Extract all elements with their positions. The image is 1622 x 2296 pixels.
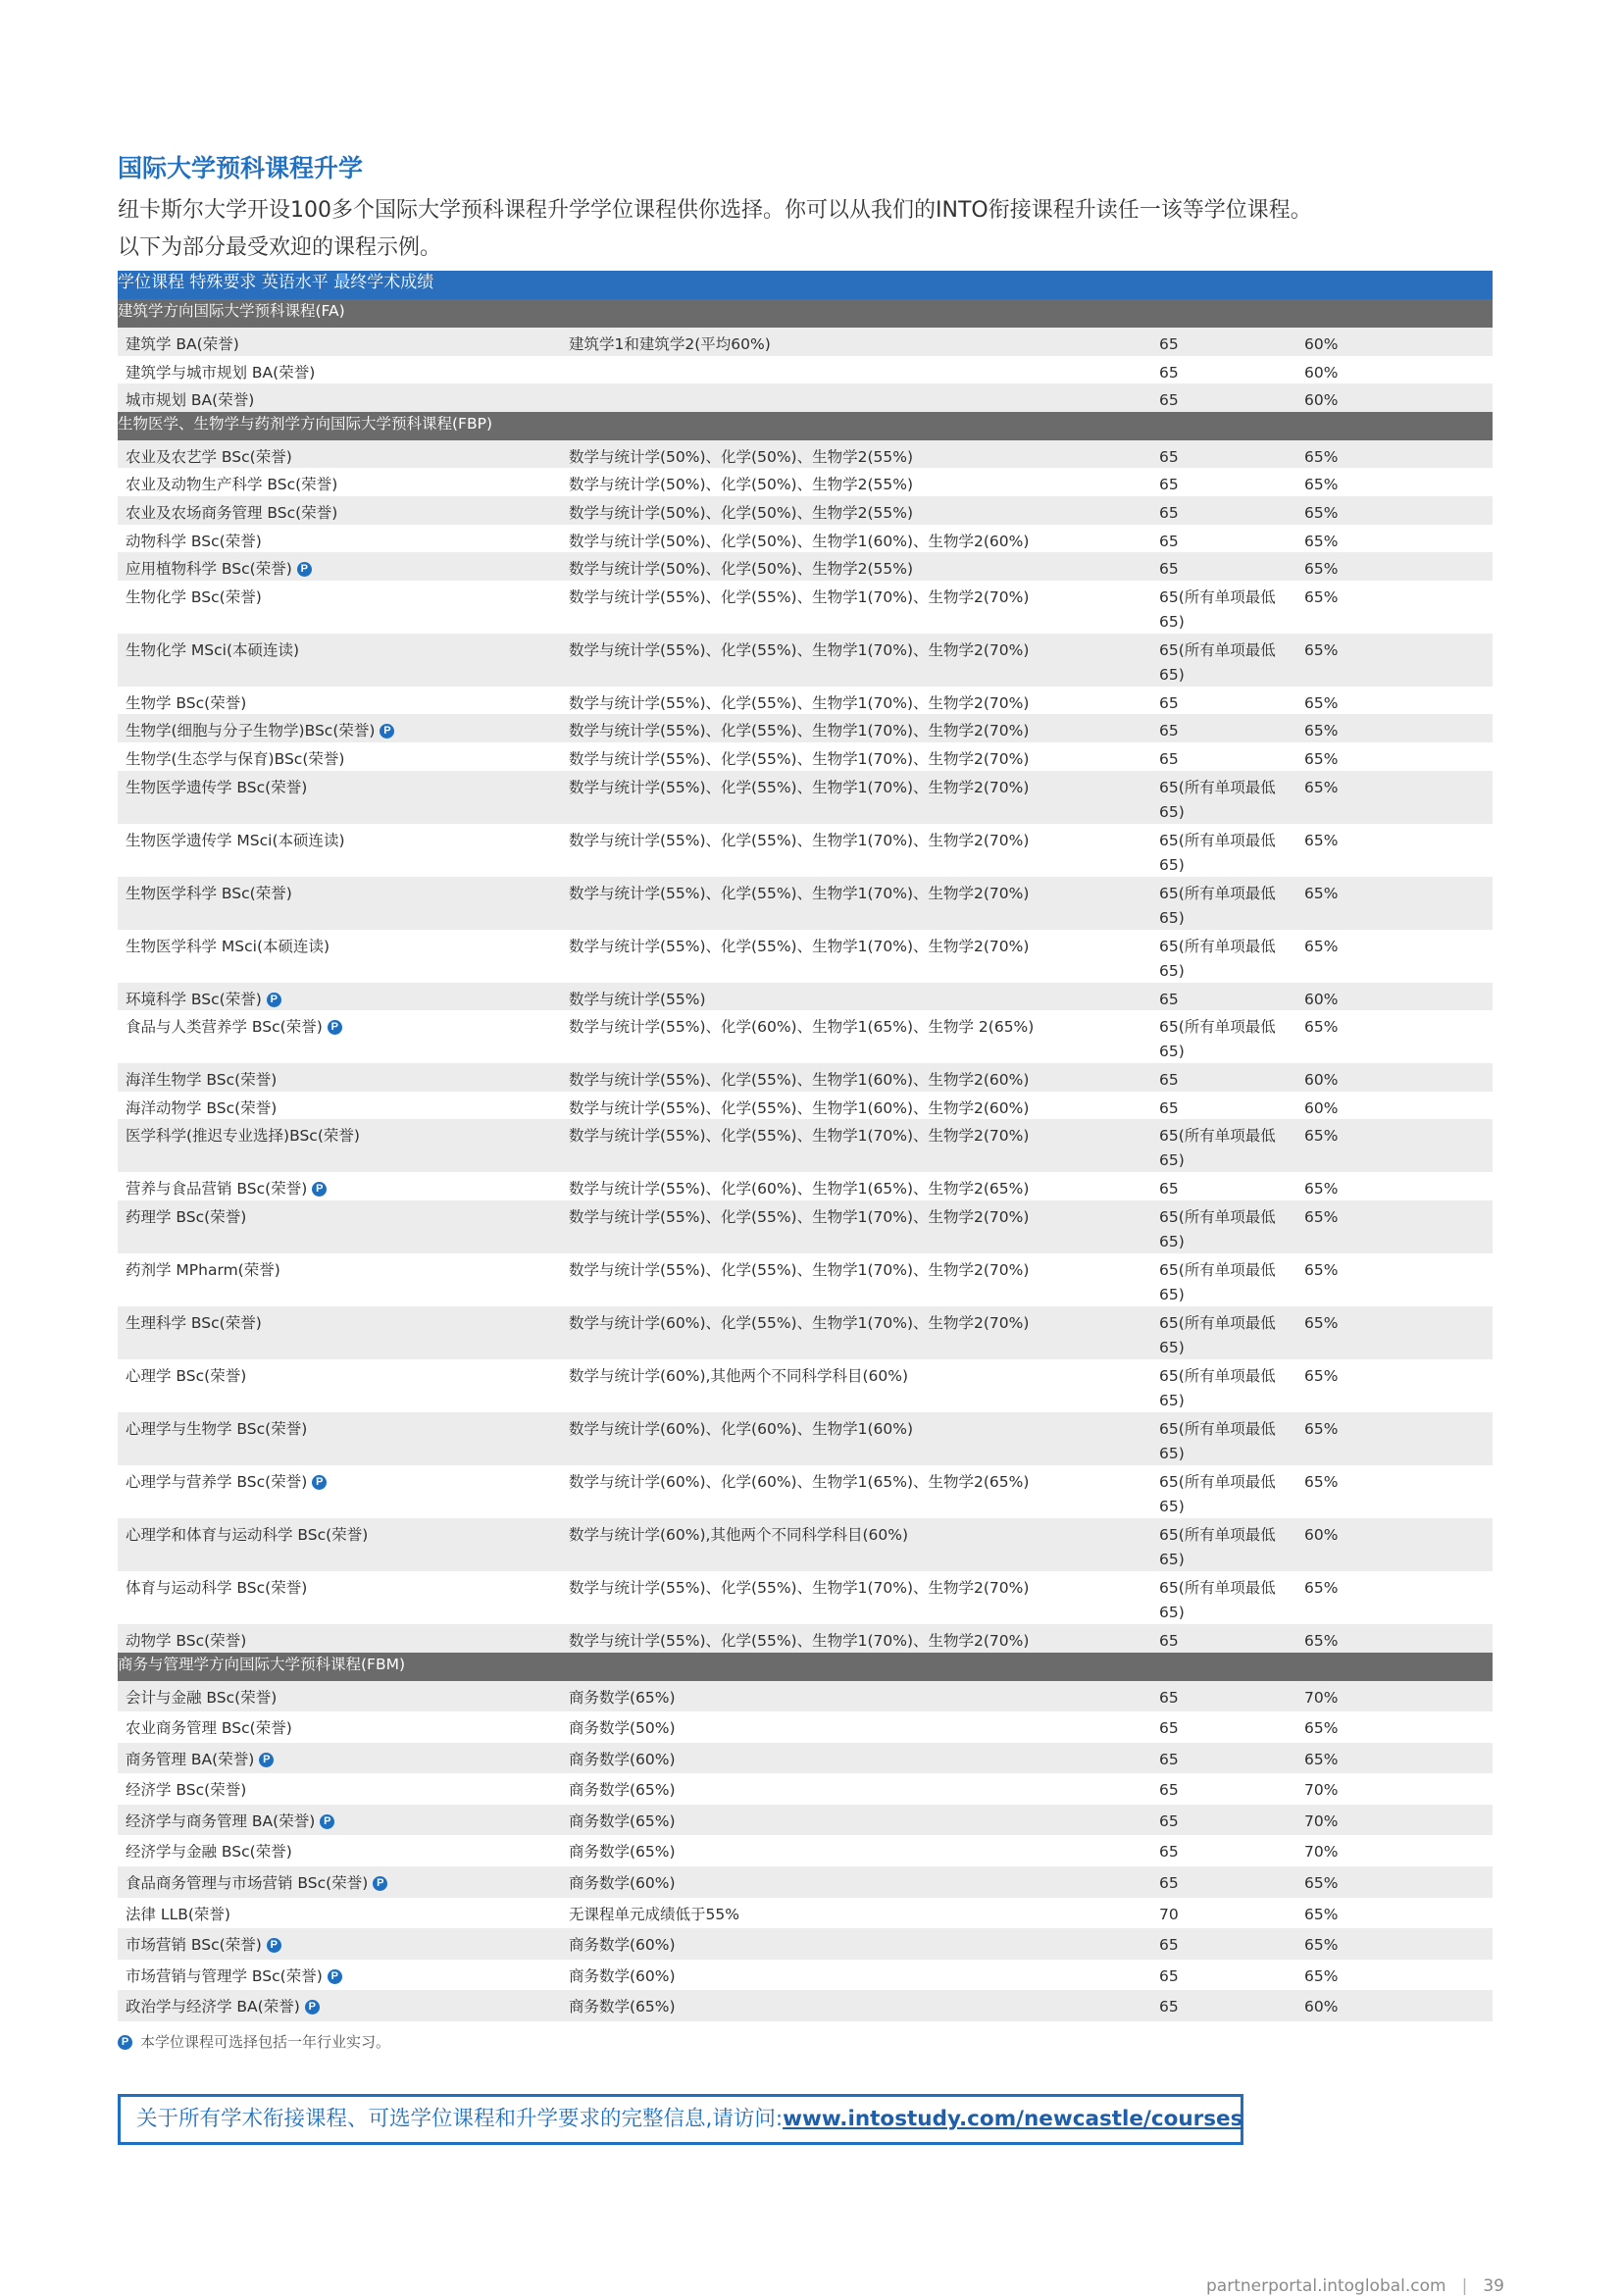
- table-row: [118, 1571, 1493, 1624]
- placement-icon: P: [312, 1475, 327, 1490]
- final-grade-cell: 65%: [1304, 884, 1339, 902]
- final-grade-cell: 65%: [1304, 1313, 1339, 1332]
- degree-cell: [126, 1470, 557, 1495]
- final-grade-cell: 70%: [1304, 1688, 1339, 1707]
- english-level-cell: 65: [1159, 1071, 1179, 1090]
- degree-cell: [126, 1933, 557, 1958]
- table-row: [118, 1063, 1493, 1092]
- degree-name: 建筑学与城市规划 BA(荣誉): [126, 363, 316, 382]
- english-level-cell: 65: [1159, 693, 1179, 712]
- final-grade-cell: 65%: [1304, 1207, 1339, 1226]
- requirements-cell: 商务数学(60%): [569, 1936, 676, 1955]
- requirements-cell: 数学与统计学(55%)、化学(55%)、生物学1(70%)、生物学2(70%): [569, 1631, 1030, 1650]
- english-level-cell: 65: [1159, 503, 1179, 522]
- english-level-cell: 65: [1159, 476, 1179, 494]
- english-level-cell: 65(所有单项最低65): [1159, 1419, 1276, 1462]
- degree-name: 农业商务管理 BSc(荣誉): [126, 1719, 292, 1738]
- header-english: 英语水平: [261, 273, 329, 292]
- degree-cell: [126, 501, 557, 526]
- requirements-cell: 数学与统计学(55%)、化学(55%)、生物学1(70%)、生物学2(70%): [569, 937, 1030, 955]
- requirements-cell: 数学与统计学(55%)、化学(60%)、生物学1(65%)、生物学2(65%): [569, 1180, 1030, 1199]
- table-row: [118, 328, 1493, 356]
- final-grade-cell: 60%: [1304, 1098, 1339, 1117]
- table-row: [118, 1990, 1493, 2021]
- english-level-cell: 65: [1159, 1781, 1179, 1800]
- requirements-cell: 数学与统计学(55%)、化学(55%)、生物学1(70%)、生物学2(70%): [569, 1127, 1030, 1146]
- degree-name: 法律 LLB(荣誉): [126, 1905, 230, 1923]
- requirements-cell: 商务数学(60%): [569, 1874, 676, 1893]
- table-row: [118, 1898, 1493, 1929]
- requirements-cell: 数学与统计学(55%)、化学(55%)、生物学1(70%)、生物学2(70%): [569, 640, 1030, 659]
- requirements-cell: 数学与统计学(50%)、化学(50%)、生物学2(55%): [569, 447, 913, 466]
- course-table: [118, 271, 1493, 2021]
- english-level-cell: 65(所有单项最低65): [1159, 831, 1276, 874]
- placement-icon: P: [267, 993, 281, 1007]
- table-row: [118, 1835, 1493, 1866]
- table-row: [118, 1681, 1493, 1712]
- english-level-cell: 65(所有单项最低65): [1159, 1366, 1276, 1409]
- final-grade-cell: 60%: [1304, 1998, 1339, 2016]
- final-grade-cell: 65%: [1304, 1578, 1339, 1597]
- requirements-cell: 数学与统计学(55%)、化学(55%)、生物学1(60%)、生物学2(60%): [569, 1098, 1030, 1117]
- final-grade-cell: 65%: [1304, 693, 1339, 712]
- requirements-cell: 商务数学(60%): [569, 1750, 676, 1768]
- english-level-cell: 65(所有单项最低65): [1159, 587, 1276, 631]
- degree-cell: [126, 361, 557, 385]
- requirements-cell: 商务数学(60%): [569, 1966, 676, 1985]
- degree-cell: [126, 1995, 557, 2019]
- degree-name: 环境科学 BSc(荣誉): [126, 990, 262, 1008]
- degree-cell: [126, 829, 557, 853]
- english-level-cell: 65: [1159, 1631, 1179, 1650]
- requirements-cell: 数学与统计学(60%)、化学(60%)、生物学1(60%): [569, 1419, 913, 1438]
- table-row: [118, 771, 1493, 824]
- placement-icon: P: [312, 1182, 327, 1197]
- table-row: [118, 1119, 1493, 1172]
- degree-cell: [126, 1097, 557, 1121]
- english-level-cell: 65(所有单项最低65): [1159, 1525, 1276, 1568]
- english-level-cell: 65: [1159, 1843, 1179, 1862]
- final-grade-cell: 65%: [1304, 1127, 1339, 1146]
- english-level-cell: 65: [1159, 447, 1179, 466]
- section-header: [118, 1653, 1493, 1681]
- degree-cell: [126, 1871, 557, 1896]
- english-level-cell: 65: [1159, 1874, 1179, 1893]
- english-level-cell: 65(所有单项最低65): [1159, 1313, 1276, 1356]
- requirements-cell: 商务数学(65%): [569, 1843, 676, 1862]
- degree-name: 心理学与生物学 BSc(荣誉): [126, 1419, 308, 1438]
- final-grade-cell: 65%: [1304, 640, 1339, 659]
- degree-cell: [126, 1068, 557, 1093]
- final-grade-cell: 65%: [1304, 1750, 1339, 1768]
- degree-name: 农业及农场商务管理 BSc(荣誉): [126, 503, 338, 522]
- degree-name: 生物学 BSc(荣誉): [126, 693, 247, 712]
- degree-cell: [126, 1364, 557, 1389]
- degree-name: 农业及动物生产科学 BSc(荣誉): [126, 476, 338, 494]
- requirements-cell: 数学与统计学(60%),其他两个不同科学科目(60%): [569, 1366, 909, 1385]
- footnote-text: 本学位课程可选择包括一年行业实习。: [140, 2033, 391, 2051]
- final-grade-cell: 65%: [1304, 937, 1339, 955]
- table-row: [118, 983, 1493, 1011]
- page-number: 39: [1483, 2276, 1504, 2296]
- english-level-cell: 65(所有单项最低65): [1159, 1260, 1276, 1303]
- requirements-cell: 数学与统计学(55%)、化学(55%)、生物学1(70%)、生物学2(70%): [569, 1260, 1030, 1279]
- requirements-cell: 数学与统计学(55%)、化学(55%)、生物学1(60%)、生物学2(60%): [569, 1071, 1030, 1090]
- final-grade-cell: 65%: [1304, 1260, 1339, 1279]
- requirements-cell: 数学与统计学(55%)、化学(55%)、生物学1(70%)、生物学2(70%): [569, 587, 1030, 606]
- final-grade-cell: 60%: [1304, 1071, 1339, 1090]
- degree-name: 经济学 BSc(荣誉): [126, 1781, 247, 1800]
- degree-cell: [126, 638, 557, 663]
- table-row: [118, 1172, 1493, 1200]
- degree-name: 市场营销与管理学 BSc(荣誉): [126, 1966, 323, 1985]
- degree-name: 农业及农艺学 BSc(荣誉): [126, 447, 292, 466]
- final-grade-cell: 65%: [1304, 1366, 1339, 1385]
- degree-cell: [126, 1177, 557, 1201]
- degree-name: 心理学和体育与运动科学 BSc(荣誉): [126, 1525, 369, 1544]
- english-level-cell: 65: [1159, 363, 1179, 382]
- english-level-cell: 65: [1159, 335, 1179, 353]
- degree-cell: [126, 1840, 557, 1864]
- degree-name: 医学科学(推迟专业选择)BSc(荣誉): [126, 1127, 360, 1146]
- degree-name: 食品商务管理与市场营销 BSc(荣誉): [126, 1874, 369, 1893]
- table-header: [118, 271, 1493, 299]
- degree-cell: [126, 1716, 557, 1741]
- final-grade-cell: 60%: [1304, 363, 1339, 382]
- degree-cell: [126, 747, 557, 772]
- final-grade-cell: 65%: [1304, 831, 1339, 849]
- english-level-cell: 65(所有单项最低65): [1159, 778, 1276, 821]
- degree-name: 生物医学遗传学 BSc(荣誉): [126, 778, 308, 796]
- final-grade-cell: 65%: [1304, 560, 1339, 579]
- degree-cell: [126, 557, 557, 582]
- requirements-cell: 数学与统计学(55%): [569, 990, 706, 1008]
- degree-name: 商务管理 BA(荣誉): [126, 1750, 255, 1768]
- degree-name: 食品与人类营养学 BSc(荣誉): [126, 1018, 323, 1037]
- final-grade-cell: 65%: [1304, 1719, 1339, 1738]
- degree-name: 营养与食品营销 BSc(荣誉): [126, 1180, 308, 1199]
- table-row: [118, 714, 1493, 742]
- info-link-box: [118, 2094, 1243, 2145]
- english-level-cell: 65(所有单项最低65): [1159, 640, 1276, 684]
- degree-name: 应用植物科学 BSc(荣誉): [126, 560, 292, 579]
- placement-icon: P: [380, 724, 394, 739]
- header-degree: 学位课程: [118, 273, 184, 292]
- degree-name: 生物医学科学 BSc(荣誉): [126, 884, 292, 902]
- table-row: [118, 742, 1493, 771]
- degree-name: 心理学与营养学 BSc(荣誉): [126, 1472, 308, 1491]
- placement-icon: P: [320, 1814, 334, 1829]
- intro-text: [118, 192, 1510, 267]
- table-row: [118, 1359, 1493, 1412]
- english-level-cell: 65: [1159, 1811, 1179, 1830]
- requirements-cell: 商务数学(65%): [569, 1781, 676, 1800]
- final-grade-cell: 65%: [1304, 1180, 1339, 1199]
- degree-cell: [126, 1523, 557, 1548]
- placement-icon: P: [373, 1876, 387, 1891]
- final-grade-cell: 60%: [1304, 391, 1339, 410]
- english-level-cell: 65: [1159, 532, 1179, 550]
- requirements-cell: 商务数学(50%): [569, 1719, 676, 1738]
- degree-name: 心理学 BSc(荣誉): [126, 1366, 247, 1385]
- requirements-cell: 数学与统计学(50%)、化学(50%)、生物学2(55%): [569, 476, 913, 494]
- degree-cell: [126, 1964, 557, 1989]
- placement-icon: P: [259, 1753, 274, 1767]
- table-row: [118, 525, 1493, 553]
- requirements-cell: 数学与统计学(60%)、化学(60%)、生物学1(65%)、生物学2(65%): [569, 1472, 1030, 1491]
- table-row: [118, 1805, 1493, 1836]
- degree-cell: [126, 1778, 557, 1803]
- placement-icon: P: [328, 1020, 342, 1035]
- english-level-cell: 65(所有单项最低65): [1159, 1018, 1276, 1061]
- degree-cell: [126, 388, 557, 413]
- degree-cell: [126, 935, 557, 959]
- degree-name: 经济学与商务管理 BA(荣誉): [126, 1811, 316, 1830]
- english-level-cell: 65: [1159, 1998, 1179, 2016]
- table-row: [118, 1866, 1493, 1898]
- requirements-cell: 数学与统计学(55%)、化学(55%)、生物学1(70%)、生物学2(70%): [569, 884, 1030, 902]
- final-grade-cell: 65%: [1304, 532, 1339, 550]
- english-level-cell: 65(所有单项最低65): [1159, 884, 1276, 927]
- intro-line-2: 以下为部分最受欢迎的课程示例。: [118, 235, 442, 260]
- english-level-cell: 65: [1159, 722, 1179, 740]
- requirements-cell: 数学与统计学(55%)、化学(55%)、生物学1(70%)、生物学2(70%): [569, 1578, 1030, 1597]
- degree-name: 生物学(细胞与分子生物学)BSc(荣誉): [126, 722, 376, 740]
- requirements-cell: 数学与统计学(55%)、化学(55%)、生物学1(70%)、生物学2(70%): [569, 831, 1030, 849]
- degree-cell: [126, 530, 557, 554]
- table-row: [118, 581, 1493, 634]
- final-grade-cell: 70%: [1304, 1811, 1339, 1830]
- english-level-cell: 65: [1159, 560, 1179, 579]
- degree-name: 体育与运动科学 BSc(荣誉): [126, 1578, 308, 1597]
- requirements-cell: 数学与统计学(55%)、化学(55%)、生物学1(70%)、生物学2(70%): [569, 749, 1030, 768]
- requirements-cell: 数学与统计学(55%)、化学(55%)、生物学1(70%)、生物学2(70%): [569, 1207, 1030, 1226]
- degree-name: 政治学与经济学 BA(荣誉): [126, 1998, 300, 2016]
- english-level-cell: 70: [1159, 1905, 1179, 1923]
- english-level-cell: 65: [1159, 1180, 1179, 1199]
- final-grade-cell: 65%: [1304, 587, 1339, 606]
- table-row: [118, 1928, 1493, 1960]
- degree-cell: [126, 332, 557, 357]
- requirements-cell: 无课程单元成绩低于55%: [569, 1905, 739, 1923]
- section-title: 商务与管理学方向国际大学预科课程(FBM): [118, 1655, 406, 1673]
- degree-cell: [126, 719, 557, 743]
- degree-cell: [126, 1748, 557, 1772]
- degree-cell: [126, 1417, 557, 1442]
- courses-link[interactable]: www.intostudy.com/newcastle/courses: [783, 2107, 1243, 2131]
- final-grade-cell: 65%: [1304, 749, 1339, 768]
- english-level-cell: 65: [1159, 749, 1179, 768]
- degree-cell: [126, 1124, 557, 1148]
- footer-site[interactable]: partnerportal.intoglobal.com: [1206, 2276, 1446, 2296]
- table-row: [118, 1253, 1493, 1306]
- degree-name: 海洋动物学 BSc(荣誉): [126, 1098, 278, 1117]
- degree-name: 动物学 BSc(荣誉): [126, 1631, 247, 1650]
- table-row: [118, 496, 1493, 525]
- final-grade-cell: 70%: [1304, 1843, 1339, 1862]
- header-requirements: 特殊要求: [189, 273, 257, 292]
- requirements-cell: 数学与统计学(55%)、化学(60%)、生物学1(65%)、生物学 2(65%): [569, 1018, 1035, 1037]
- degree-cell: [126, 1903, 557, 1927]
- degree-cell: [126, 586, 557, 610]
- degree-cell: [126, 445, 557, 470]
- table-row: [118, 1092, 1493, 1120]
- degree-name: 生物化学 BSc(荣誉): [126, 587, 262, 606]
- requirements-cell: 数学与统计学(60%),其他两个不同科学科目(60%): [569, 1525, 909, 1544]
- degree-cell: [126, 1576, 557, 1601]
- degree-cell: [126, 1686, 557, 1710]
- degree-name: 海洋生物学 BSc(荣誉): [126, 1071, 278, 1090]
- requirements-cell: 商务数学(65%): [569, 1688, 676, 1707]
- english-level-cell: 65(所有单项最低65): [1159, 937, 1276, 980]
- table-row: [118, 824, 1493, 877]
- header-grade: 最终学术成绩: [333, 273, 434, 292]
- table-row: [118, 1743, 1493, 1774]
- final-grade-cell: 65%: [1304, 447, 1339, 466]
- final-grade-cell: 65%: [1304, 1874, 1339, 1893]
- degree-name: 城市规划 BA(荣誉): [126, 391, 255, 410]
- final-grade-cell: 70%: [1304, 1781, 1339, 1800]
- table-row: [118, 1624, 1493, 1653]
- degree-name: 生物医学遗传学 MSci(本硕连读): [126, 831, 345, 849]
- degree-name: 生物学(生态学与保育)BSc(荣誉): [126, 749, 345, 768]
- degree-name: 生物医学科学 MSci(本硕连读): [126, 937, 330, 955]
- degree-name: 经济学与金融 BSc(荣誉): [126, 1843, 292, 1862]
- english-level-cell: 65: [1159, 1750, 1179, 1768]
- requirements-cell: 数学与统计学(60%)、化学(55%)、生物学1(70%)、生物学2(70%): [569, 1313, 1030, 1332]
- requirements-cell: 数学与统计学(55%)、化学(55%)、生物学1(70%)、生物学2(70%): [569, 722, 1030, 740]
- degree-cell: [126, 1810, 557, 1834]
- table-row: [118, 1518, 1493, 1571]
- english-level-cell: 65: [1159, 1688, 1179, 1707]
- section-title: 建筑学方向国际大学预科课程(FA): [118, 302, 345, 320]
- table-row: [118, 1412, 1493, 1465]
- table-row: [118, 1773, 1493, 1805]
- english-level-cell: 65: [1159, 990, 1179, 1008]
- english-level-cell: 65: [1159, 1098, 1179, 1117]
- placement-icon: P: [328, 1969, 342, 1984]
- degree-cell: [126, 988, 557, 1012]
- footer-separator: |: [1461, 2276, 1468, 2296]
- section-title: 生物医学、生物学与药剂学方向国际大学预科课程(FBP): [118, 414, 492, 433]
- final-grade-cell: 65%: [1304, 503, 1339, 522]
- degree-cell: [126, 882, 557, 906]
- degree-cell: [126, 776, 557, 800]
- requirements-cell: 商务数学(65%): [569, 1811, 676, 1830]
- degree-cell: [126, 1629, 557, 1654]
- degree-cell: [126, 1015, 557, 1040]
- placement-icon: P: [305, 2000, 320, 2015]
- requirements-cell: 建筑学1和建筑学2(平均60%): [569, 335, 771, 353]
- english-level-cell: 65: [1159, 391, 1179, 410]
- final-grade-cell: 60%: [1304, 335, 1339, 353]
- table-row: [118, 877, 1493, 930]
- final-grade-cell: 65%: [1304, 1419, 1339, 1438]
- table-row: [118, 1010, 1493, 1063]
- table-row: [118, 1711, 1493, 1743]
- section-header: [118, 412, 1493, 440]
- table-row: [118, 930, 1493, 983]
- placement-icon: P: [118, 2035, 132, 2050]
- intro-line-1: 纽卡斯尔大学开设100多个国际大学预科课程升学学位课程供你选择。你可以从我们的INTO衔接课程升读任一该等学位课程。: [118, 198, 1312, 223]
- requirements-cell: 数学与统计学(50%)、化学(50%)、生物学2(55%): [569, 560, 913, 579]
- table-row: [118, 1306, 1493, 1359]
- table-row: [118, 552, 1493, 581]
- requirements-cell: 数学与统计学(55%)、化学(55%)、生物学1(70%)、生物学2(70%): [569, 778, 1030, 796]
- section-header: [118, 299, 1493, 328]
- english-level-cell: 65: [1159, 1719, 1179, 1738]
- final-grade-cell: 65%: [1304, 1905, 1339, 1923]
- degree-name: 动物科学 BSc(荣誉): [126, 532, 262, 550]
- degree-name: 会计与金融 BSc(荣誉): [126, 1688, 278, 1707]
- table-row: [118, 356, 1493, 384]
- placement-icon: P: [267, 1938, 281, 1953]
- table-row: [118, 687, 1493, 715]
- table-row: [118, 440, 1493, 469]
- english-level-cell: 65: [1159, 1936, 1179, 1955]
- final-grade-cell: 65%: [1304, 778, 1339, 796]
- table-row: [118, 1960, 1493, 1991]
- degree-name: 生物化学 MSci(本硕连读): [126, 640, 300, 659]
- footnote: [118, 2031, 390, 2052]
- final-grade-cell: 65%: [1304, 722, 1339, 740]
- final-grade-cell: 65%: [1304, 1631, 1339, 1650]
- english-level-cell: 65: [1159, 1966, 1179, 1985]
- placement-icon: P: [297, 562, 312, 577]
- requirements-cell: 商务数学(65%): [569, 1998, 676, 2016]
- english-level-cell: 65(所有单项最低65): [1159, 1207, 1276, 1250]
- link-intro-text: 关于所有学术衔接课程、可选学位课程和升学要求的完整信息,请访问:: [136, 2107, 784, 2131]
- degree-cell: [126, 473, 557, 497]
- page-footer: [1206, 2276, 1504, 2296]
- degree-name: 市场营销 BSc(荣誉): [126, 1936, 262, 1955]
- final-grade-cell: 65%: [1304, 1472, 1339, 1491]
- table-row: [118, 383, 1493, 412]
- final-grade-cell: 65%: [1304, 1018, 1339, 1037]
- table-row: [118, 634, 1493, 687]
- english-level-cell: 65(所有单项最低65): [1159, 1127, 1276, 1170]
- english-level-cell: 65(所有单项最低65): [1159, 1472, 1276, 1515]
- degree-cell: [126, 1205, 557, 1230]
- final-grade-cell: 60%: [1304, 990, 1339, 1008]
- degree-cell: [126, 1258, 557, 1283]
- final-grade-cell: 65%: [1304, 1966, 1339, 1985]
- degree-name: 生理科学 BSc(荣誉): [126, 1313, 262, 1332]
- requirements-cell: 数学与统计学(55%)、化学(55%)、生物学1(70%)、生物学2(70%): [569, 693, 1030, 712]
- table-row: [118, 1200, 1493, 1253]
- table-row: [118, 1465, 1493, 1518]
- final-grade-cell: 65%: [1304, 1936, 1339, 1955]
- degree-name: 建筑学 BA(荣誉): [126, 335, 239, 353]
- page-title: 国际大学预科课程升学: [118, 154, 364, 182]
- requirements-cell: 数学与统计学(50%)、化学(50%)、生物学2(55%): [569, 503, 913, 522]
- final-grade-cell: 60%: [1304, 1525, 1339, 1544]
- final-grade-cell: 65%: [1304, 476, 1339, 494]
- english-level-cell: 65(所有单项最低65): [1159, 1578, 1276, 1621]
- degree-name: 药理学 BSc(荣誉): [126, 1207, 247, 1226]
- requirements-cell: 数学与统计学(50%)、化学(50%)、生物学1(60%)、生物学2(60%): [569, 532, 1030, 550]
- degree-name: 药剂学 MPharm(荣誉): [126, 1260, 280, 1279]
- degree-cell: [126, 691, 557, 716]
- table-row: [118, 468, 1493, 496]
- degree-cell: [126, 1311, 557, 1336]
